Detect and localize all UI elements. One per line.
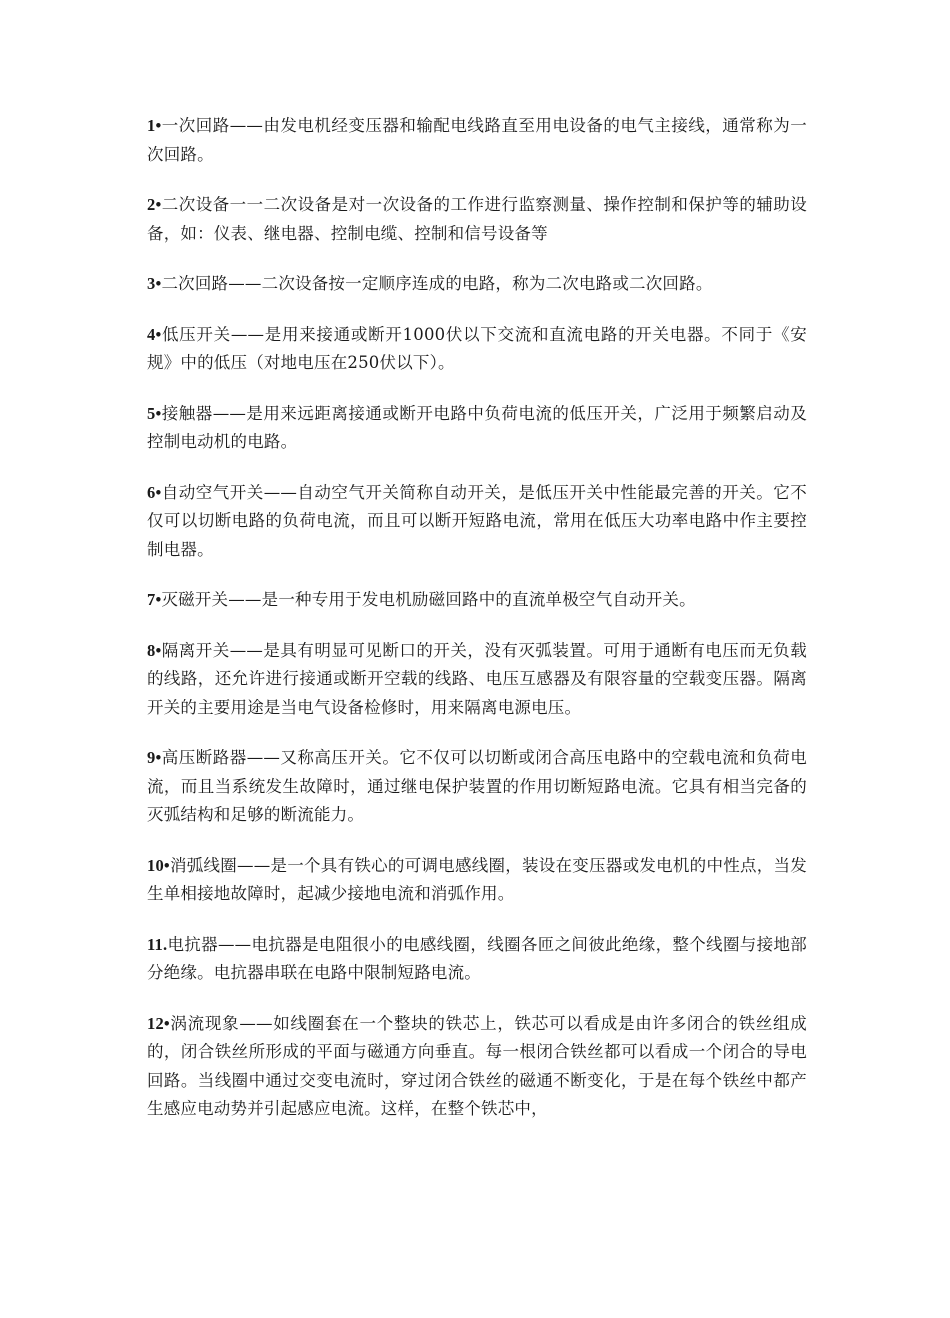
paragraph-number: 3• <box>147 274 162 293</box>
paragraph-number: 2• <box>147 195 162 214</box>
paragraph-text: 低压开关——是用来接通或断开1000伏以下交流和直流电路的开关电器。不同于《安规》中的低压（对地电压在250伏以下）。 <box>147 324 807 372</box>
paragraph-number: 9• <box>147 748 162 767</box>
paragraph-text: 接触器——是用来远距离接通或断开电路中负荷电流的低压开关，广泛用于频繁启动及控制电动机的电路。 <box>147 403 807 451</box>
document-body <box>147 112 807 1146</box>
paragraph-text: 隔离开关——是具有明显可见断口的开关，没有灭弧装置。可用于通断有电压而无负载的线路，还允许进行接通或断开空载的线路、电压互感器及有限容量的空载变压器。隔离开关的主要用途是当电气设备检修时，用来隔离电源电压。 <box>147 640 807 717</box>
paragraph-text: 涡流现象——如线圈套在一个整块的铁芯上，铁芯可以看成是由许多闭合的铁丝组成的，闭合铁丝所形成的平面与磁通方向垂直。每一根闭合铁丝都可以看成一个闭合的导电回路。当线圈中通过交变电流时，穿过闭合铁丝的磁通不断变化，于是在每个铁丝中都产生感应电动势并引起感应电流。这样，在整个铁芯中， <box>147 1013 807 1118</box>
paragraph-6 <box>147 479 807 565</box>
paragraph-3 <box>147 270 807 299</box>
paragraph-number: 5• <box>147 403 162 423</box>
paragraph-12 <box>147 1010 807 1124</box>
paragraph-7 <box>147 586 807 615</box>
paragraph-4 <box>147 321 807 378</box>
paragraph-number: 1• <box>147 116 162 135</box>
paragraph-text: 自动空气开关——自动空气开关简称自动开关，是低压开关中性能最完善的开关。它不仅可以切断电路的负荷电流，而且可以断开短路电流，常用在低压大功率电路中作主要控制电器。 <box>147 482 807 559</box>
paragraph-text: 一次回路——由发电机经变压器和输配电线路直至用电设备的电气主接线，通常称为一次回路。 <box>147 116 807 164</box>
paragraph-text: 二次设备一一二次设备是对一次设备的工作进行监察测量、操作控制和保护等的辅助设备，如：仪表、继电器、控制电缆、控制和信号设备等 <box>147 195 807 243</box>
paragraph-text: 高压断路器——又称高压开关。它不仅可以切断或闭合高压电路中的空载电流和负荷电流，而且当系统发生故障时，通过继电保护装置的作用切断短路电流。它具有相当完备的灭弧结构和足够的断流能力。 <box>147 748 807 824</box>
paragraph-number: 4• <box>147 324 162 344</box>
paragraph-10 <box>147 852 807 909</box>
paragraph-text: 二次回路——二次设备按一定顺序连成的电路，称为二次电路或二次回路。 <box>161 274 713 293</box>
paragraph-number: 7• <box>147 590 162 609</box>
paragraph-9 <box>147 744 807 830</box>
paragraph-number: 10• <box>147 855 170 875</box>
paragraph-number: 12• <box>147 1013 170 1033</box>
paragraph-text: 灭磁开关——是一种专用于发电机励磁回路中的直流单极空气自动开关。 <box>161 590 696 609</box>
paragraph-2 <box>147 191 807 248</box>
paragraph-number: 6• <box>147 482 162 502</box>
paragraph-text: 消弧线圈——是一个具有铁心的可调电感线圈，装设在变压器或发电机的中性点，当发生单相接地故障时，起减少接地电流和消弧作用。 <box>147 855 807 903</box>
paragraph-number: 11. <box>147 934 168 954</box>
paragraph-1 <box>147 112 807 169</box>
paragraph-text: 电抗器——电抗器是电阻很小的电感线圈，线圈各匝之间彼此绝缘，整个线圈与接地部分绝缘。电抗器串联在电路中限制短路电流。 <box>147 934 807 982</box>
paragraph-11 <box>147 931 807 988</box>
paragraph-8 <box>147 637 807 723</box>
paragraph-number: 8• <box>147 640 162 660</box>
paragraph-5 <box>147 400 807 457</box>
